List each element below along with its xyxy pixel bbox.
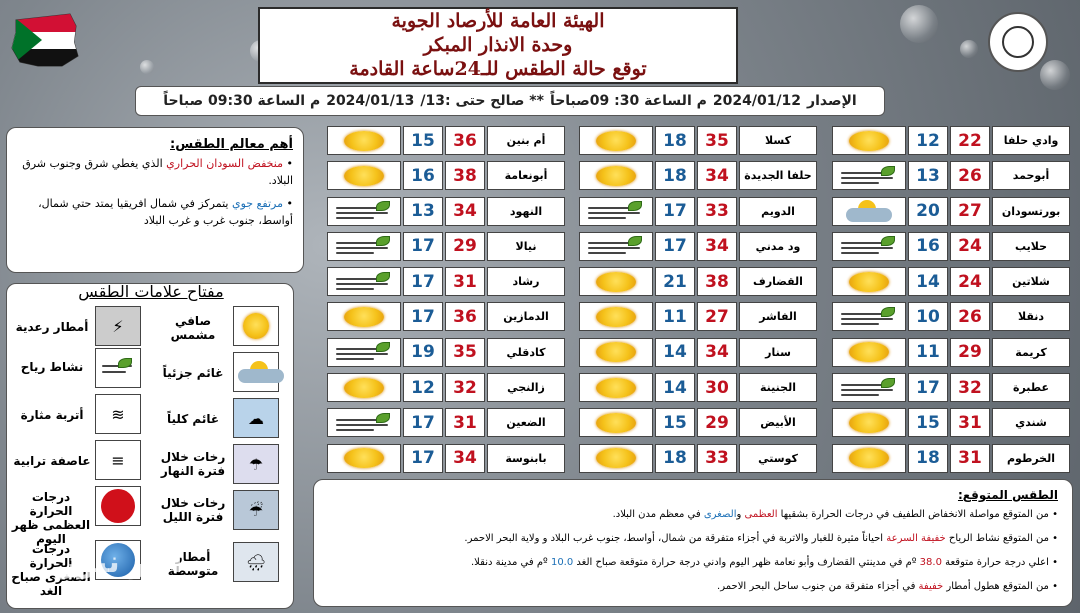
city-name: دنقلا bbox=[992, 302, 1070, 331]
sunny-icon bbox=[849, 342, 889, 362]
max-temp: 34 bbox=[697, 161, 737, 190]
legend-sunny: صافي مشمس bbox=[170, 314, 216, 342]
city-row bbox=[572, 232, 817, 261]
city-row bbox=[320, 197, 565, 226]
met-authority-logo bbox=[988, 12, 1048, 72]
expected-item-2: • من المتوقع نشاط الرياح خفيفة السرعة احياناً مثيرة للغبار والاتربة في أجزاء متفرقة من شمال، أواسط، جنوب غرب البلاد و ولاية البحر الاحمر. bbox=[464, 533, 1058, 544]
max-temp: 29 bbox=[950, 338, 990, 367]
sunny-icon bbox=[849, 448, 889, 468]
sunny-icon bbox=[344, 307, 384, 327]
max-temp: 31 bbox=[445, 267, 485, 296]
city-row bbox=[825, 302, 1070, 331]
city-row bbox=[825, 126, 1070, 155]
weather-icon-cell bbox=[579, 126, 653, 155]
max-temp: 34 bbox=[445, 197, 485, 226]
max-temp: 33 bbox=[697, 197, 737, 226]
weather-icon-cell bbox=[327, 373, 401, 402]
city-column-1 bbox=[825, 126, 1070, 479]
weather-icon-cell bbox=[579, 161, 653, 190]
sunny-icon bbox=[849, 413, 889, 433]
sunny-icon bbox=[344, 378, 384, 398]
valid-until: ** صالح حتى :13/ bbox=[420, 93, 544, 109]
valid-time: م الساعة 09:30 صباحاً bbox=[163, 93, 321, 109]
sunny-icon bbox=[596, 166, 636, 186]
weather-icon-cell bbox=[579, 408, 653, 437]
windy-icon bbox=[332, 200, 396, 222]
city-name: شندي bbox=[992, 408, 1070, 437]
legend-dust-storm: عاصفة ترابية bbox=[13, 454, 91, 468]
weather-icon-cell bbox=[832, 373, 906, 402]
weather-icon-cell bbox=[579, 267, 653, 296]
min-temp: 17 bbox=[655, 232, 695, 261]
min-temp: 14 bbox=[908, 267, 948, 296]
sunny-icon bbox=[596, 307, 636, 327]
city-row bbox=[825, 161, 1070, 190]
min-temp: 11 bbox=[655, 302, 695, 331]
min-temp: 18 bbox=[655, 126, 695, 155]
weather-icon-cell bbox=[327, 126, 401, 155]
min-temp: 17 bbox=[403, 267, 443, 296]
features-item-2: • مرتفع جوي يتمركز في شمال افريقيا يمتد حتي شمال، أواسط، جنوب غرب و غرب البلاد bbox=[38, 197, 293, 227]
city-name: أبوحمد bbox=[992, 161, 1070, 190]
issue-bar bbox=[135, 86, 885, 116]
max-temp: 35 bbox=[697, 126, 737, 155]
legend-max-temp: درجات الحرارة العظمى ظهر اليوم bbox=[11, 490, 91, 546]
city-name: كوستي bbox=[739, 444, 817, 473]
windy-legend-icon bbox=[95, 348, 141, 388]
city-row bbox=[320, 373, 565, 402]
max-temp: 38 bbox=[697, 267, 737, 296]
legend-windy: نشاط رياح bbox=[20, 360, 84, 374]
windy-icon bbox=[837, 235, 901, 257]
city-name: كسلا bbox=[739, 126, 817, 155]
max-temp: 34 bbox=[697, 232, 737, 261]
max-temp: 22 bbox=[950, 126, 990, 155]
weather-icon-cell bbox=[832, 232, 906, 261]
sunny-icon bbox=[596, 413, 636, 433]
sunny-icon bbox=[344, 166, 384, 186]
city-row bbox=[572, 267, 817, 296]
dust-legend-icon: ≋ bbox=[95, 394, 141, 434]
min-temp: 12 bbox=[908, 126, 948, 155]
min-temp: 17 bbox=[403, 444, 443, 473]
weather-icon-cell bbox=[327, 267, 401, 296]
city-row bbox=[572, 161, 817, 190]
sunny-icon bbox=[596, 448, 636, 468]
features-title: أهم معالم الطقس: bbox=[170, 137, 293, 152]
city-column-2 bbox=[572, 126, 817, 479]
night-showers-legend-icon: ☔ bbox=[233, 490, 279, 530]
water-drop bbox=[960, 40, 978, 58]
sunny-icon bbox=[596, 272, 636, 292]
city-name: الأبيض bbox=[739, 408, 817, 437]
city-row bbox=[825, 338, 1070, 367]
max-temp: 36 bbox=[445, 126, 485, 155]
water-drop bbox=[140, 60, 154, 74]
weather-icon-cell bbox=[327, 232, 401, 261]
max-temp: 26 bbox=[950, 161, 990, 190]
min-temp: 21 bbox=[655, 267, 695, 296]
city-row bbox=[572, 444, 817, 473]
min-temp: 18 bbox=[908, 444, 948, 473]
city-row bbox=[572, 373, 817, 402]
expected-item-1: • من المتوقع مواصلة الانخفاض الطفيف في درجات الحرارة بشقيها العظمى والصغرى في معظم مدن البلاد. bbox=[612, 509, 1058, 520]
weather-icon-cell bbox=[579, 302, 653, 331]
sudan-flag-icon bbox=[8, 12, 80, 68]
water-drop bbox=[900, 5, 938, 43]
expected-item-3: • اعلي درجة حرارة متوقعة 38.0 ºم في مدينتي القضارف وأبو نعامة ظهر اليوم وادني درجة حرارة متوقعة صباح الغد 10.0 ºم في مدينة دنقلا. bbox=[470, 557, 1058, 568]
max-temp: 29 bbox=[445, 232, 485, 261]
issue-time: م الساعة 30: 09صباحاً bbox=[549, 93, 707, 109]
windy-icon bbox=[584, 235, 648, 257]
city-name: بابنوسة bbox=[487, 444, 565, 473]
city-name: حلايب bbox=[992, 232, 1070, 261]
city-row bbox=[572, 408, 817, 437]
min-temp: 10 bbox=[908, 302, 948, 331]
min-temp: 13 bbox=[403, 197, 443, 226]
city-name: الضعين bbox=[487, 408, 565, 437]
city-name: كريمة bbox=[992, 338, 1070, 367]
weather-icon-cell bbox=[832, 197, 906, 226]
legend-thunder: أمطار رعدية bbox=[15, 320, 89, 334]
max-temp: 32 bbox=[950, 373, 990, 402]
city-name: سنار bbox=[739, 338, 817, 367]
city-name: الفاشر bbox=[739, 302, 817, 331]
min-temp: 15 bbox=[403, 126, 443, 155]
weather-icon-cell bbox=[832, 408, 906, 437]
issue-label: الإصدار bbox=[807, 93, 857, 109]
issue-date: 2024/01/12 bbox=[712, 93, 802, 109]
cloudy-legend-icon: ☁ bbox=[233, 398, 279, 438]
city-row bbox=[825, 444, 1070, 473]
moderate-rain-legend-icon: 🌧 bbox=[233, 542, 279, 582]
city-name: الدمازين bbox=[487, 302, 565, 331]
expected-item-4: • من المتوقع هطول أمطار خفيفة في أجزاء متفرقة من جنوب ساحل البحر الاحمر. bbox=[717, 581, 1058, 592]
city-row bbox=[320, 338, 565, 367]
city-name: كادقلي bbox=[487, 338, 565, 367]
min-temp: 18 bbox=[655, 444, 695, 473]
city-name: شلاتين bbox=[992, 267, 1070, 296]
min-temp: 11 bbox=[908, 338, 948, 367]
max-temp: 35 bbox=[445, 338, 485, 367]
sunny-icon bbox=[849, 272, 889, 292]
water-drop bbox=[1040, 60, 1070, 90]
min-temp: 14 bbox=[655, 373, 695, 402]
title-line-1: الهيئة العامة للأرصاد الجوية bbox=[391, 10, 605, 32]
max-temp: 27 bbox=[950, 197, 990, 226]
weather-icon-cell bbox=[327, 302, 401, 331]
windy-icon bbox=[584, 200, 648, 222]
expected-weather-panel bbox=[313, 479, 1073, 607]
sunny-icon bbox=[596, 342, 636, 362]
city-row bbox=[825, 232, 1070, 261]
max-temp: 26 bbox=[950, 302, 990, 331]
thunder-legend-icon: ⚡ bbox=[95, 306, 141, 346]
city-row bbox=[825, 267, 1070, 296]
legend-partly: غائم جزئياً bbox=[162, 366, 224, 380]
expected-title: الطقس المتوقع: bbox=[957, 488, 1058, 502]
day-showers-legend-icon: ☂ bbox=[233, 444, 279, 484]
city-row bbox=[825, 197, 1070, 226]
city-row bbox=[825, 408, 1070, 437]
windy-icon bbox=[837, 306, 901, 328]
min-temp: 13 bbox=[908, 161, 948, 190]
windy-icon bbox=[332, 235, 396, 257]
city-row bbox=[572, 126, 817, 155]
legend-moderate-rain: أمطار متوسطة bbox=[167, 550, 219, 578]
min-temp: 14 bbox=[655, 338, 695, 367]
watermark: أثير نيوز bbox=[60, 545, 183, 580]
dust-storm-legend-icon: ≡ bbox=[95, 440, 141, 480]
city-row bbox=[320, 302, 565, 331]
max-temp: 30 bbox=[697, 373, 737, 402]
sunny-icon bbox=[344, 448, 384, 468]
max-temp: 31 bbox=[950, 444, 990, 473]
legend-dust: أتربة مثارة bbox=[20, 408, 84, 422]
min-temp: 17 bbox=[908, 373, 948, 402]
city-name: القضارف bbox=[739, 267, 817, 296]
max-temp: 24 bbox=[950, 267, 990, 296]
legend-night-showers: رخات خلال فترة الليل bbox=[160, 496, 226, 524]
min-temp: 15 bbox=[655, 408, 695, 437]
weather-icon-cell bbox=[832, 444, 906, 473]
partly-cloudy-legend-icon bbox=[233, 352, 279, 392]
min-temp: 20 bbox=[908, 197, 948, 226]
max-temp: 31 bbox=[950, 408, 990, 437]
sunny-icon bbox=[596, 131, 636, 151]
max-temp: 32 bbox=[445, 373, 485, 402]
max-temp: 33 bbox=[697, 444, 737, 473]
title-line-3: توقع حالة الطقس للـ24ساعة القادمة bbox=[349, 58, 647, 80]
city-name: رشاد bbox=[487, 267, 565, 296]
valid-date: 2024/01/13 bbox=[326, 93, 415, 109]
weather-icon-cell bbox=[579, 197, 653, 226]
weather-icon-cell bbox=[327, 444, 401, 473]
city-name: الدويم bbox=[739, 197, 817, 226]
weather-icon-cell bbox=[832, 126, 906, 155]
city-name: الجنينة bbox=[739, 373, 817, 402]
city-row bbox=[320, 161, 565, 190]
city-row bbox=[572, 302, 817, 331]
city-row bbox=[320, 444, 565, 473]
city-name: عطبرة bbox=[992, 373, 1070, 402]
weather-icon-cell bbox=[579, 444, 653, 473]
min-temp: 17 bbox=[403, 302, 443, 331]
weather-icon-cell bbox=[327, 338, 401, 367]
legend-title: مفتاح علامات الطقس bbox=[78, 282, 224, 301]
city-name: حلفا الجديدة bbox=[739, 161, 817, 190]
min-temp: 15 bbox=[908, 408, 948, 437]
city-name: زالنجي bbox=[487, 373, 565, 402]
city-row bbox=[572, 197, 817, 226]
legend-min-temp: درجات الحرارة الصغرى صباح الغد bbox=[11, 542, 91, 598]
sunny-legend-icon bbox=[233, 306, 279, 346]
title-line-2: وحدة الانذار المبكر bbox=[423, 34, 573, 56]
weather-icon-cell bbox=[327, 197, 401, 226]
features-item-1: • منخفض السودان الحراري الذي يغطي شرق وجنوب شرق البلاد. bbox=[22, 157, 293, 187]
city-name: النهود bbox=[487, 197, 565, 226]
weather-icon-cell bbox=[832, 338, 906, 367]
max-temp: 27 bbox=[697, 302, 737, 331]
city-name: نيالا bbox=[487, 232, 565, 261]
max-temp: 36 bbox=[445, 302, 485, 331]
min-temp: 12 bbox=[403, 373, 443, 402]
min-temp: 17 bbox=[403, 232, 443, 261]
weather-icon-cell bbox=[579, 232, 653, 261]
city-name: أبونعامة bbox=[487, 161, 565, 190]
city-row bbox=[320, 267, 565, 296]
max-temp: 29 bbox=[697, 408, 737, 437]
weather-icon-cell bbox=[832, 267, 906, 296]
weather-icon-cell bbox=[327, 408, 401, 437]
city-row bbox=[825, 373, 1070, 402]
city-name: وادي حلفا bbox=[992, 126, 1070, 155]
weather-icon-cell bbox=[832, 302, 906, 331]
weather-features-panel bbox=[6, 127, 304, 273]
sunny-icon bbox=[849, 131, 889, 151]
legend-day-showers: رخات خلال فترة النهار bbox=[160, 450, 226, 478]
sunny-icon bbox=[596, 378, 636, 398]
sunny-icon bbox=[344, 131, 384, 151]
min-temp: 16 bbox=[403, 161, 443, 190]
city-name: الخرطوم bbox=[992, 444, 1070, 473]
max-temp: 24 bbox=[950, 232, 990, 261]
city-name: بورتسودان bbox=[992, 197, 1070, 226]
windy-icon bbox=[332, 412, 396, 434]
min-temp: 16 bbox=[908, 232, 948, 261]
windy-icon bbox=[837, 377, 901, 399]
city-name: أم بنين bbox=[487, 126, 565, 155]
legend-cloudy: غائم كلياً bbox=[166, 412, 220, 426]
page-title bbox=[258, 7, 738, 84]
min-temp: 18 bbox=[655, 161, 695, 190]
weather-icon-cell bbox=[327, 161, 401, 190]
max-temp: 31 bbox=[445, 408, 485, 437]
min-temp: 17 bbox=[655, 197, 695, 226]
max-temp: 34 bbox=[445, 444, 485, 473]
city-row bbox=[320, 126, 565, 155]
partly-cloudy-icon bbox=[842, 200, 896, 222]
city-row bbox=[320, 232, 565, 261]
city-name: ود مدني bbox=[739, 232, 817, 261]
max-temp: 34 bbox=[697, 338, 737, 367]
max-temp-legend-icon bbox=[95, 486, 141, 526]
windy-icon bbox=[332, 271, 396, 293]
weather-icon-cell bbox=[832, 161, 906, 190]
city-row bbox=[572, 338, 817, 367]
min-temp: 19 bbox=[403, 338, 443, 367]
city-column-3 bbox=[320, 126, 565, 479]
weather-icon-cell bbox=[579, 338, 653, 367]
city-row bbox=[320, 408, 565, 437]
windy-icon bbox=[837, 165, 901, 187]
min-temp: 17 bbox=[403, 408, 443, 437]
max-temp: 38 bbox=[445, 161, 485, 190]
weather-icon-cell bbox=[579, 373, 653, 402]
windy-icon bbox=[332, 341, 396, 363]
